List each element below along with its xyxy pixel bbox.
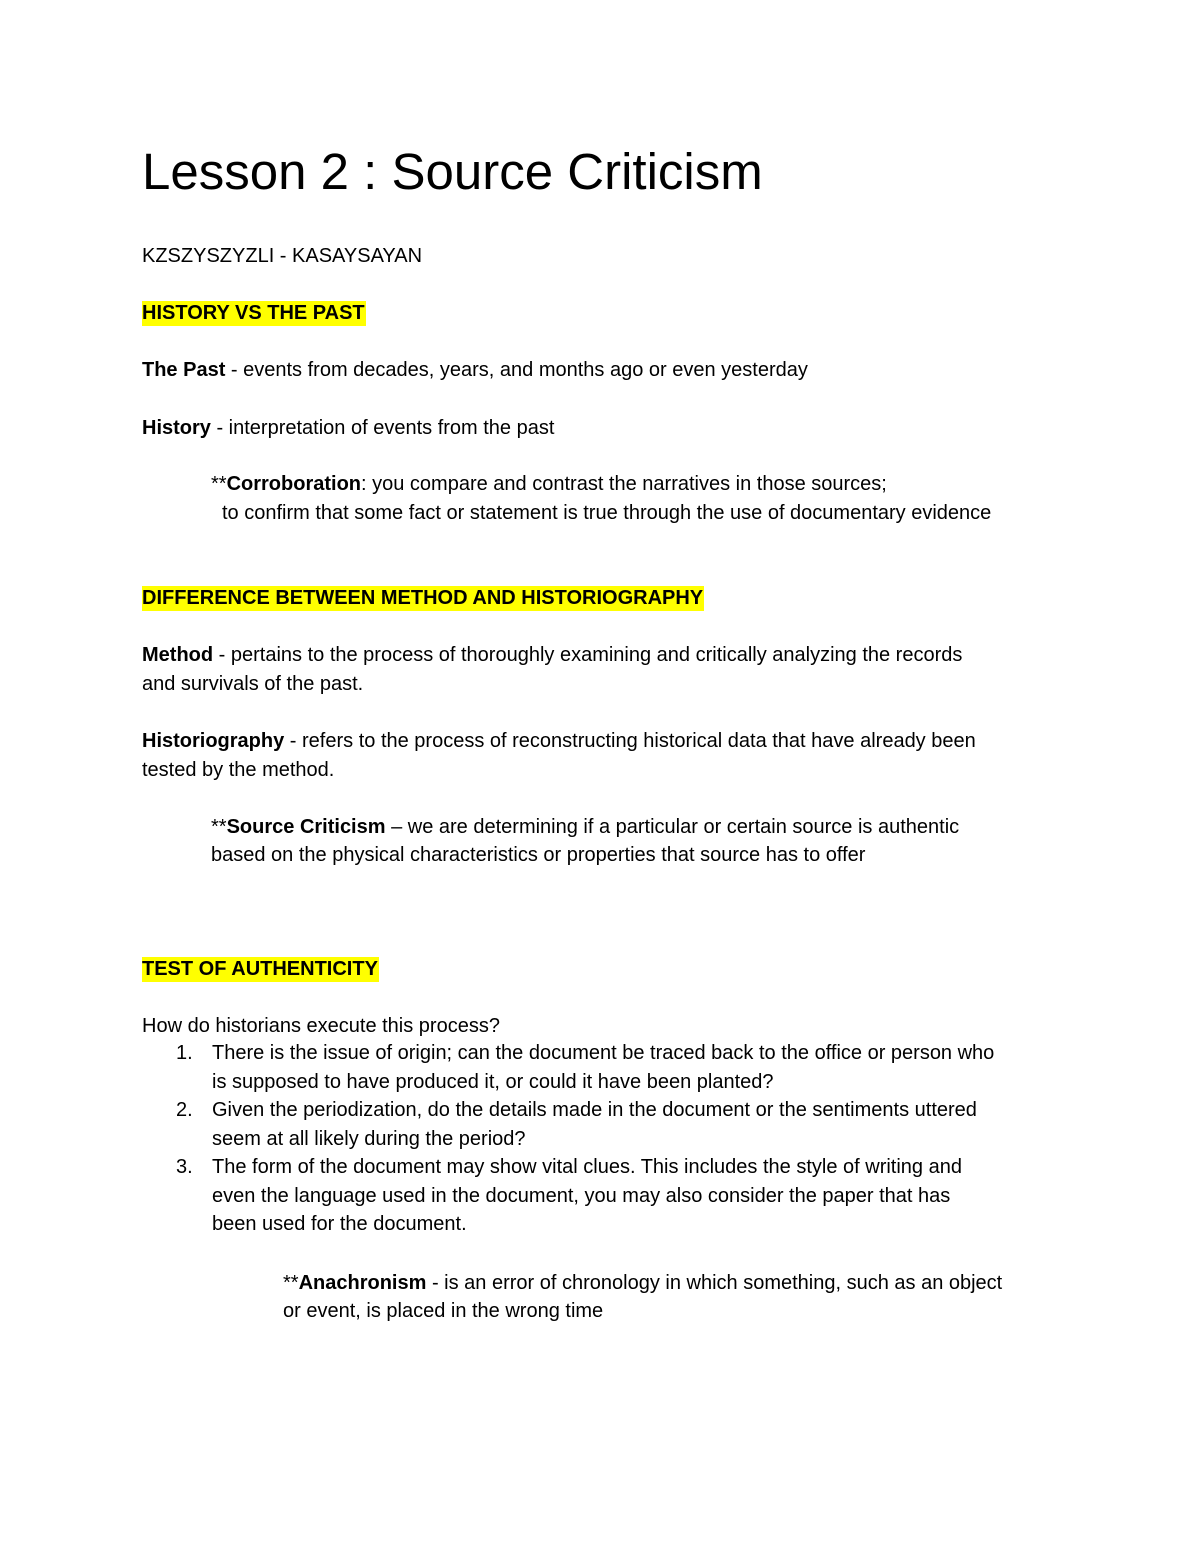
definition-history [142,414,554,443]
note-text: – we are determining if a particular or certain source is authentic [385,816,960,838]
definition-the-past [142,356,808,385]
list-number: 3. [176,1156,193,1178]
note-source-criticism-line2: based on the physical characteristics or properties that source has to offer [211,844,866,866]
definition-method-line1 [142,641,962,670]
note-source-criticism-line1 [211,813,959,842]
definition-method-line2: and survivals of the past. [142,673,364,695]
definition-historiography-line2: tested by the method. [142,759,335,781]
list-item-line: Given the periodization, do the details made in the document or the sentiments uttered [212,1099,977,1121]
section-heading-test-of-authenticity [142,955,379,984]
subtitle: KZSZYSZYZLI - KASAYSAYAN [142,245,423,267]
list-item [142,1096,1082,1153]
section-intro: How do historians execute this process? [142,1015,500,1037]
section-heading-history-vs-past [142,299,366,328]
list-item [142,1039,1082,1096]
note-corroboration-line2: to confirm that some fact or statement is true through the use of documentary evidence [222,502,992,524]
numbered-list [142,1039,1082,1239]
highlighted-heading: HISTORY VS THE PAST [142,302,365,324]
term-history: History [142,417,211,439]
definition-text: - refers to the process of reconstructing historical data that have already been [284,730,976,752]
section-heading-method-historiography [142,584,704,613]
term-the-past: The Past [142,359,226,381]
list-number: 2. [176,1099,193,1121]
definition-text: - interpretation of events from the past [210,417,555,439]
term-historiography: Historiography [142,730,285,752]
list-item-line: seem at all likely during the period? [212,1127,526,1150]
highlighted-heading: DIFFERENCE BETWEEN METHOD AND HISTORIOGRAPHY [142,587,704,609]
note-prefix: ** [211,816,227,838]
term-anachronism: Anachronism [298,1272,427,1294]
list-item-line: is supposed to have produced it, or could it have been planted? [212,1070,774,1093]
highlighted-heading: TEST OF AUTHENTICITY [142,958,378,980]
list-item-line: There is the issue of origin; can the document be traced back to the office or person who [212,1042,995,1064]
term-corroboration: Corroboration [226,473,362,495]
term-method: Method [142,644,214,666]
list-item-line: even the language used in the document, you may also consider the paper that has [212,1184,951,1207]
definition-historiography-line1 [142,727,976,756]
note-text: : you compare and contrast the narratives in those sources; [361,473,887,495]
note-anachronism-line1 [283,1269,1002,1298]
list-item-line: The form of the document may show vital clues. This includes the style of writing and [212,1156,962,1178]
list-item [142,1153,1082,1239]
note-text: - is an error of chronology in which something, such as an object [426,1272,1003,1294]
note-prefix: ** [211,473,227,495]
note-anachronism-line2: or event, is placed in the wrong time [283,1300,604,1322]
list-item-line: been used for the document. [212,1213,467,1235]
note-corroboration-line1 [211,470,887,499]
definition-text: - events from decades, years, and months ago or even yesterday [225,359,808,381]
term-source-criticism: Source Criticism [226,816,386,838]
definition-text: - pertains to the process of thoroughly examining and critically analyzing the records [213,644,963,666]
note-prefix: ** [283,1272,299,1294]
list-number: 1. [176,1042,193,1064]
page-title: Lesson 2 : Source Criticism [142,143,763,200]
